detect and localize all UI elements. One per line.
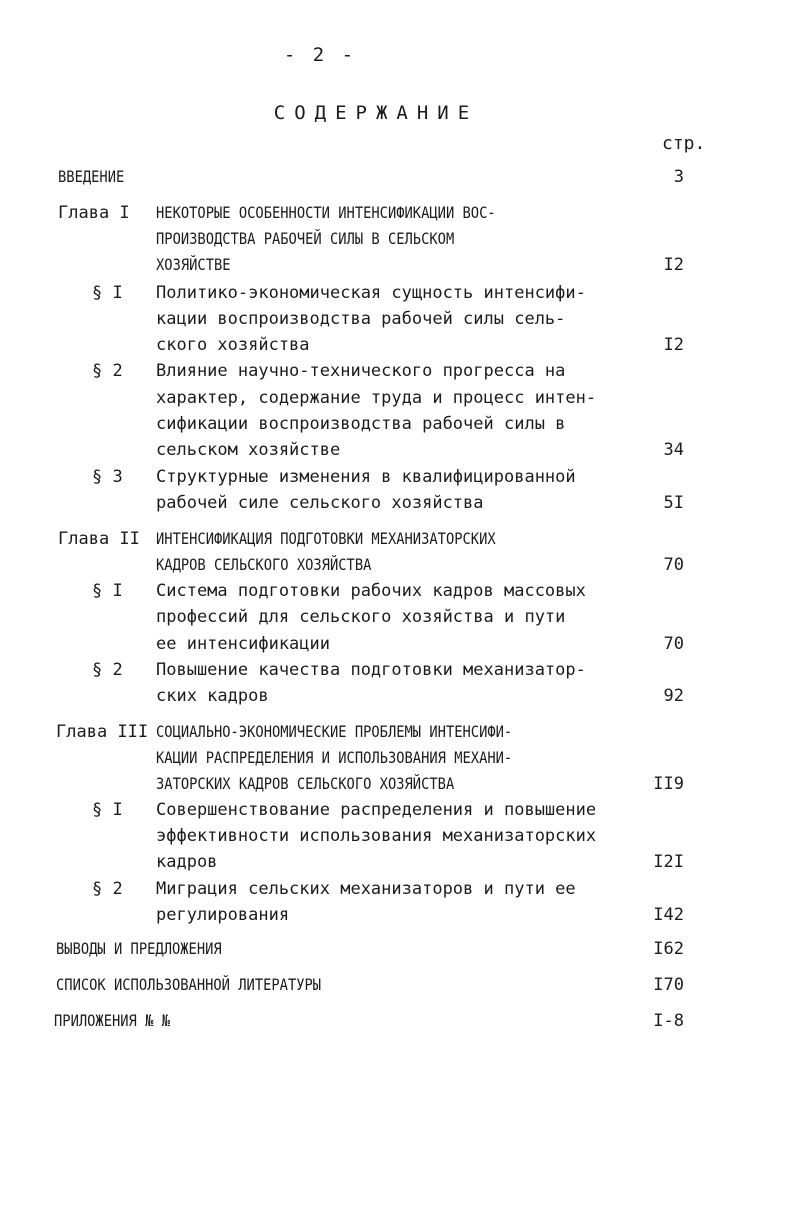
toc-page-number: I70 xyxy=(653,975,684,995)
toc-page-number: II9 xyxy=(653,774,684,794)
toc-page-number: 70 xyxy=(663,555,684,575)
section-title-line: кации воспроизводства рабочей силы сель- xyxy=(156,309,566,329)
page-column-label: стр. xyxy=(662,133,706,154)
toc-page-number: I2I xyxy=(653,852,684,872)
section-title-line: Система подготовки рабочих кадров массовых xyxy=(156,581,586,601)
chapter-title-line: ПРОИЗВОДСТВА РАБОЧЕЙ СИЛЫ В СЕЛЬСКОМ xyxy=(156,229,455,248)
section-label: § 2 xyxy=(92,361,123,381)
toc-page-number: 92 xyxy=(663,686,684,706)
section-title-line: Политико-экономическая сущность интенсифи- xyxy=(156,283,586,303)
chapter-title-line: ХОЗЯЙСТВЕ xyxy=(156,255,231,274)
toc-page-number: I2 xyxy=(663,335,684,355)
toc-entry-label: ВВЕДЕНИЕ xyxy=(58,167,125,186)
section-title-line: Совершенствование распределения и повышение xyxy=(156,800,597,820)
chapter-label: Глава I xyxy=(58,203,130,223)
section-title-line: кадров xyxy=(156,852,218,872)
section-title-line: Повышение качества подготовки механизатор- xyxy=(156,660,586,680)
toc-entry-label: ВЫВОДЫ И ПРЕДЛОЖЕНИЯ xyxy=(56,939,222,958)
section-title-line: ее интенсификации xyxy=(156,634,330,654)
chapter-title-line: НЕКОТОРЫЕ ОСОБЕННОСТИ ИНТЕНСИФИКАЦИИ ВОС- xyxy=(156,203,496,222)
section-title-line: характер, содержание труда и процесс интен- xyxy=(156,388,597,408)
section-label: § 2 xyxy=(92,660,123,680)
section-title-line: ских кадров xyxy=(156,686,269,706)
toc-page-number: 70 xyxy=(663,634,684,654)
chapter-title-line: СОЦИАЛЬНО-ЭКОНОМИЧЕСКИЕ ПРОБЛЕМЫ ИНТЕНСИФИ- xyxy=(156,722,513,741)
section-title-line: рабочей силе сельского хозяйства xyxy=(156,493,484,513)
toc-page-number: I42 xyxy=(653,905,684,925)
toc-page-number: 34 xyxy=(663,440,684,460)
section-title-line: эффективности использования механизаторских xyxy=(156,826,597,846)
chapter-title-line: КАЦИИ РАСПРЕДЕЛЕНИЯ И ИСПОЛЬЗОВАНИЯ МЕХАНИ- xyxy=(156,748,513,767)
chapter-label: Глава III xyxy=(56,722,149,742)
toc-page-number: I2 xyxy=(663,255,684,275)
section-label: § I xyxy=(92,581,123,601)
section-title-line: Структурные изменения в квалифицированной xyxy=(156,467,576,487)
toc-entry-label: ПРИЛОЖЕНИЯ № № xyxy=(54,1011,170,1030)
page-number: - 2 - xyxy=(283,44,357,66)
toc-page-number: 3 xyxy=(673,167,684,187)
section-label: § I xyxy=(92,800,123,820)
section-label: § 2 xyxy=(92,879,123,899)
section-title-line: Влияние научно-технического прогресса на xyxy=(156,361,566,381)
section-title-line: ского хозяйства xyxy=(156,335,310,355)
toc-page-number: I62 xyxy=(653,939,684,959)
section-title-line: Миграция сельских механизаторов и пути ее xyxy=(156,879,576,899)
section-title-line: сельском хозяйстве xyxy=(156,440,341,460)
toc-page-number: I-8 xyxy=(653,1011,684,1031)
section-title-line: профессий для сельского хозяйства и пути xyxy=(156,607,566,627)
toc-page-number: 5I xyxy=(663,493,684,513)
toc-entry-label: СПИСОК ИСПОЛЬЗОВАННОЙ ЛИТЕРАТУРЫ xyxy=(56,975,322,994)
section-label: § 3 xyxy=(92,467,123,487)
chapter-label: Глава II xyxy=(58,529,140,549)
document-title: СОДЕРЖАНИЕ xyxy=(273,102,479,124)
section-title-line: регулирования xyxy=(156,905,290,925)
section-title-line: сификации воспроизводства рабочей силы в xyxy=(156,414,566,434)
section-label: § I xyxy=(92,283,123,303)
chapter-title-line: КАДРОВ СЕЛЬСКОГО ХОЗЯЙСТВА xyxy=(156,555,372,574)
chapter-title-line: ИНТЕНСИФИКАЦИЯ ПОДГОТОВКИ МЕХАНИЗАТОРСКИХ xyxy=(156,529,496,548)
chapter-title-line: ЗАТОРСКИХ КАДРОВ СЕЛЬСКОГО ХОЗЯЙСТВА xyxy=(156,774,455,793)
